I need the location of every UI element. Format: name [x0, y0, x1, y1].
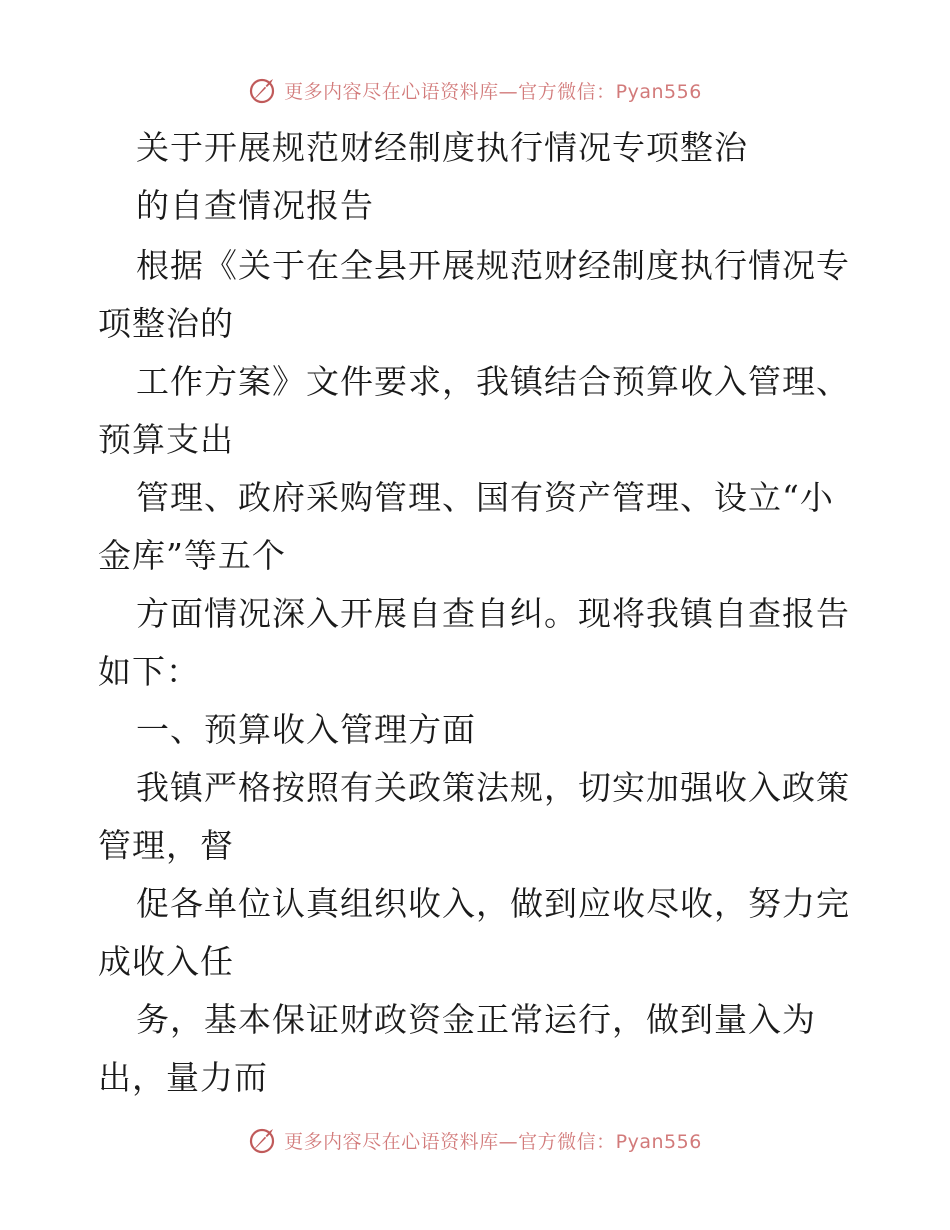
paragraph-line: 预算支出 — [98, 420, 234, 459]
paragraph-line: 管理，督 — [98, 826, 234, 865]
quill-circle-logo-icon — [248, 75, 278, 105]
paragraph-line: 管理、政府采购管理、国有资产管理、设立“小 — [136, 478, 834, 517]
paragraph-line: 金库”等五个 — [98, 536, 286, 575]
paragraph-line: 务，基本保证财政资金正常运行，做到量入为 — [136, 1000, 816, 1039]
header-watermark — [0, 70, 950, 110]
paragraph-line: 出，量力而 — [98, 1058, 268, 1097]
doc-title-line-2: 的自查情况报告 — [136, 186, 374, 225]
paragraph-line: 如下： — [98, 652, 200, 691]
paragraph-line: 工作方案》文件要求，我镇结合预算收入管理、 — [136, 362, 850, 401]
watermark-group — [248, 75, 702, 105]
paragraph-line: 方面情况深入开展自查自纠。现将我镇自查报告 — [136, 594, 850, 633]
paragraph-line: 项整治的 — [98, 304, 234, 343]
paragraph-line: 我镇严格按照有关政策法规，切实加强收入政策 — [136, 768, 850, 807]
footer-watermark — [0, 1120, 950, 1160]
section-heading: 一、预算收入管理方面 — [136, 710, 476, 749]
watermark-group — [248, 1125, 702, 1155]
paragraph-line: 根据《关于在全县开展规范财经制度执行情况专 — [136, 246, 850, 285]
quill-circle-logo-icon — [248, 1125, 278, 1155]
paragraph-line: 成收入任 — [98, 942, 234, 981]
watermark-text: 更多内容尽在心语资料库—官方微信：Pyan556 — [284, 1130, 702, 1153]
watermark-text: 更多内容尽在心语资料库—官方微信：Pyan556 — [284, 80, 702, 103]
paragraph-line: 促各单位认真组织收入，做到应收尽收，努力完 — [136, 884, 850, 923]
doc-title-line-1: 关于开展规范财经制度执行情况专项整治 — [136, 128, 748, 167]
